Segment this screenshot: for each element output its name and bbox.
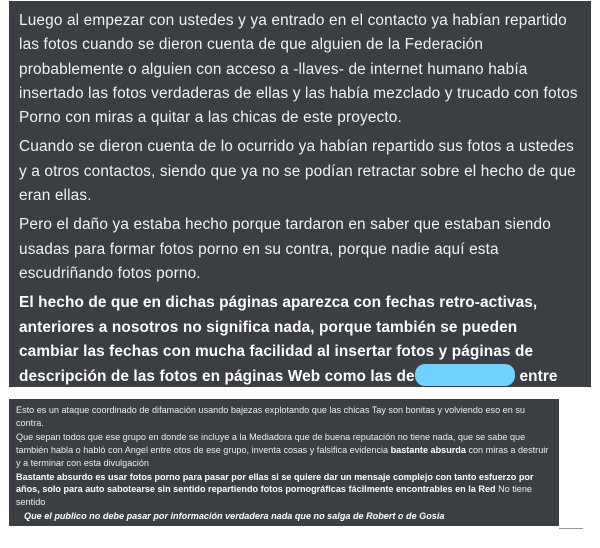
bottom-paragraph-3-bold: Bastante absurdo es usar fotos porno para pasar por ellas si se quiere dar un mensaje complejo con tanto esfuerzo por años, solo para auto sabotearse sin sentido repartiendo fotos pornográficas fácilmente encontrables en la Red	[16, 471, 534, 495]
message-panel-bottom	[9, 399, 559, 526]
message-paragraph-2: Cuando se dieron cuenta de lo ocurrido ya habían repartido sus fotos a ustedes y a otros contactos, siendo que ya no se podían retractar sobre el hecho de que eran ellas.	[19, 138, 576, 205]
message-panel-top	[9, 1, 591, 387]
bottom-paragraph-4: Que el publico no debe pasar por información verdadera nada que no salga de Robert o de Gosia	[24, 511, 445, 522]
bottom-paragraph-2-bold: bastante absurda	[390, 444, 466, 455]
bottom-paragraph-1: Esto es un ataque coordinado de difamación usando bajezas explotando que las chicas Tay son bonitas y volviendo eso en su contra.	[16, 405, 525, 428]
redaction-blob	[415, 364, 515, 386]
bottom-paragraph-2-text: Que sepan todos que ese grupo en donde se incluye a la Mediadora que de buena reputación no tiene nada, que se sabe que también habla o habló con Angel entre otos de ese grupo, inventa cosas y falsifica evidencia	[16, 431, 526, 455]
bottom-paragraph-2-end: con miras a destruir y a terminar con esta divulgación	[16, 444, 549, 468]
bottom-paragraph-3-end: No tiene sentido	[16, 484, 532, 508]
message-paragraph-4-text: El hecho de que en dichas páginas aparezca con fechas retro-activas, anteriores a nosotros no significa nada, porque también se pueden cambiar las fechas con mucha facilidad al insertar fotos y páginas de descripción de las fotos en páginas Web como las de	[19, 294, 538, 386]
bottom-paragraph-2	[16, 431, 553, 470]
divider-line	[559, 528, 583, 529]
message-paragraph-3: Pero el daño ya estaba hecho porque tardaron en saber que estaban siendo usadas para formar fotos porno en su contra, porque nadie aquí esta escudriñando fotos porno.	[19, 216, 551, 282]
message-paragraph-4	[19, 291, 581, 413]
message-paragraph-1: Luego al empezar con ustedes y ya entrado en el contacto ya habían repartido las fotos cuando se dieron cuenta de que alguien de la Federación probablemente o alguien con acceso a -llaves- de internet humano había insertado las fotos verdaderas de ellas y las había mezclado y trucado con fotos Porno con miras a quitar a las chicas de este proyecto.	[19, 12, 578, 127]
message-paragraph-4-end: entre	[519, 368, 558, 386]
bottom-paragraph-3	[16, 471, 553, 510]
